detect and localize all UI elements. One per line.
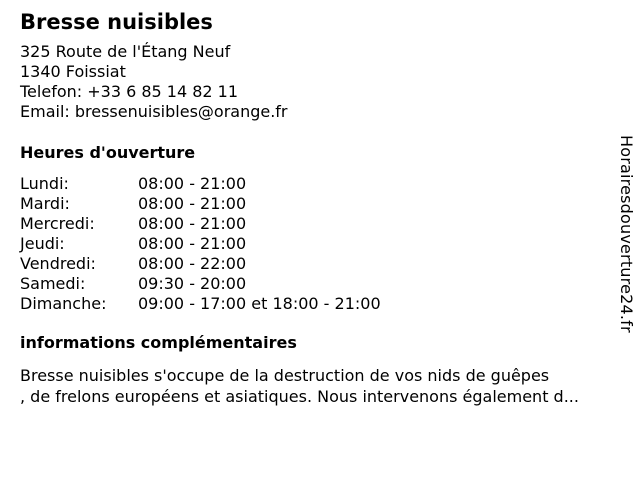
hours-row bbox=[20, 234, 381, 254]
hours-time: 08:00 - 21:00 bbox=[138, 194, 247, 213]
hours-time: 08:00 - 21:00 bbox=[138, 214, 247, 233]
info-title: informations complémentaires bbox=[20, 333, 297, 352]
phone-text: Telefon: +33 6 85 14 82 11 bbox=[20, 82, 239, 101]
hours-day: Mercredi: bbox=[20, 214, 95, 233]
hours-time: 08:00 - 22:00 bbox=[138, 254, 247, 273]
hours-table bbox=[20, 174, 381, 314]
info-line: Bresse nuisibles s'occupe de la destruction de vos nids de guêpes bbox=[20, 366, 550, 385]
business-card bbox=[20, 10, 620, 406]
hours-row bbox=[20, 254, 381, 274]
business-name: Bresse nuisibles bbox=[20, 10, 213, 34]
site-watermark: Horairesdouverture24.fr bbox=[617, 135, 636, 333]
hours-row bbox=[20, 194, 381, 214]
hours-row bbox=[20, 274, 381, 294]
info-description bbox=[20, 365, 630, 407]
hours-time: 09:30 - 20:00 bbox=[138, 274, 247, 293]
hours-time: 09:00 - 17:00 et 18:00 - 21:00 bbox=[138, 294, 381, 313]
hours-day: Samedi: bbox=[20, 274, 86, 293]
address-street: 325 Route de l'Étang Neuf bbox=[20, 42, 231, 61]
hours-day: Lundi: bbox=[20, 174, 69, 193]
hours-row bbox=[20, 214, 381, 234]
hours-row bbox=[20, 294, 381, 314]
hours-day: Dimanche: bbox=[20, 294, 107, 313]
hours-title: Heures d'ouverture bbox=[20, 143, 196, 162]
hours-day: Jeudi: bbox=[20, 234, 65, 253]
address-city: 1340 Foissiat bbox=[20, 62, 126, 81]
contact-block bbox=[20, 42, 620, 122]
email-text: Email: bressenuisibles@orange.fr bbox=[20, 102, 288, 121]
hours-day: Vendredi: bbox=[20, 254, 96, 273]
info-line: , de frelons européens et asiatiques. Nous intervenons également d... bbox=[20, 387, 579, 406]
hours-time: 08:00 - 21:00 bbox=[138, 234, 247, 253]
hours-time: 08:00 - 21:00 bbox=[138, 174, 247, 193]
hours-day: Mardi: bbox=[20, 194, 70, 213]
hours-row bbox=[20, 174, 381, 194]
